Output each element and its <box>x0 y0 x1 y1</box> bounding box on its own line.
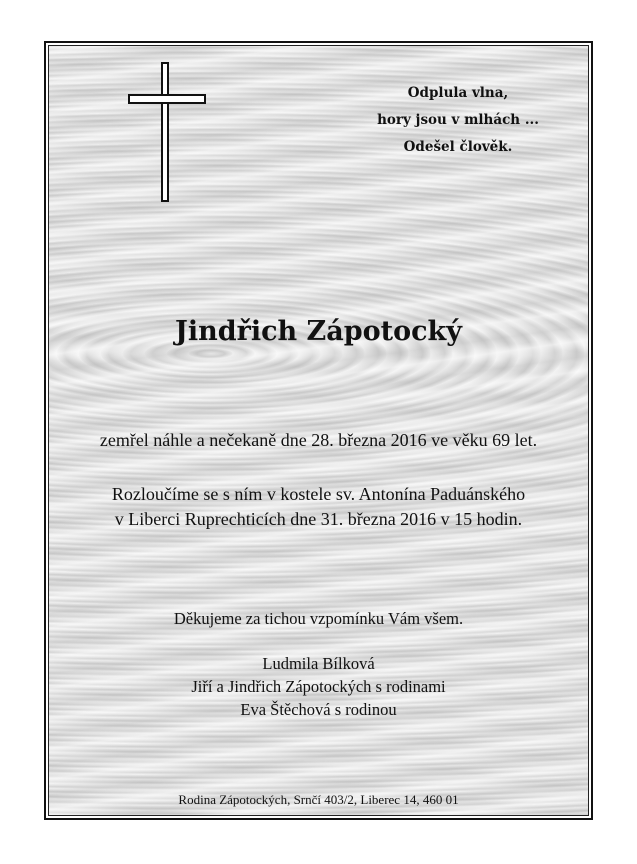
poem <box>350 80 566 161</box>
deceased-name: Jindřich Zápotocký <box>175 316 462 347</box>
thanks-line: Děkujeme za tichou vzpomínku Vám všem. <box>173 609 464 628</box>
poem-line-3: Odešel člověk. <box>403 139 513 155</box>
family-address: Rodina Zápotockých, Srnčí 403/2, Liberec 14, 460 01 <box>178 792 459 807</box>
cross-icon <box>128 62 206 202</box>
mourner-2: Jiří a Jindřich Zápotockých s rodinami <box>191 677 446 696</box>
death-announcement: zemřel náhle a nečekaně dne 28. března 2016 ve věku 69 let. <box>99 430 538 450</box>
farewell-line-2: v Liberci Ruprechticích dne 31. března 2016 v 15 hodin. <box>114 509 523 529</box>
farewell-line-1: Rozloučíme se s ním v kostele sv. Antonína Paduánského <box>111 484 526 504</box>
poem-line-2: hory jsou v mlhách ... <box>377 112 539 128</box>
poem-line-1: Odplula vlna, <box>407 85 509 101</box>
mourner-1: Ludmila Bílková <box>262 654 375 673</box>
mourner-3: Eva Štěchová s rodinou <box>240 700 397 719</box>
